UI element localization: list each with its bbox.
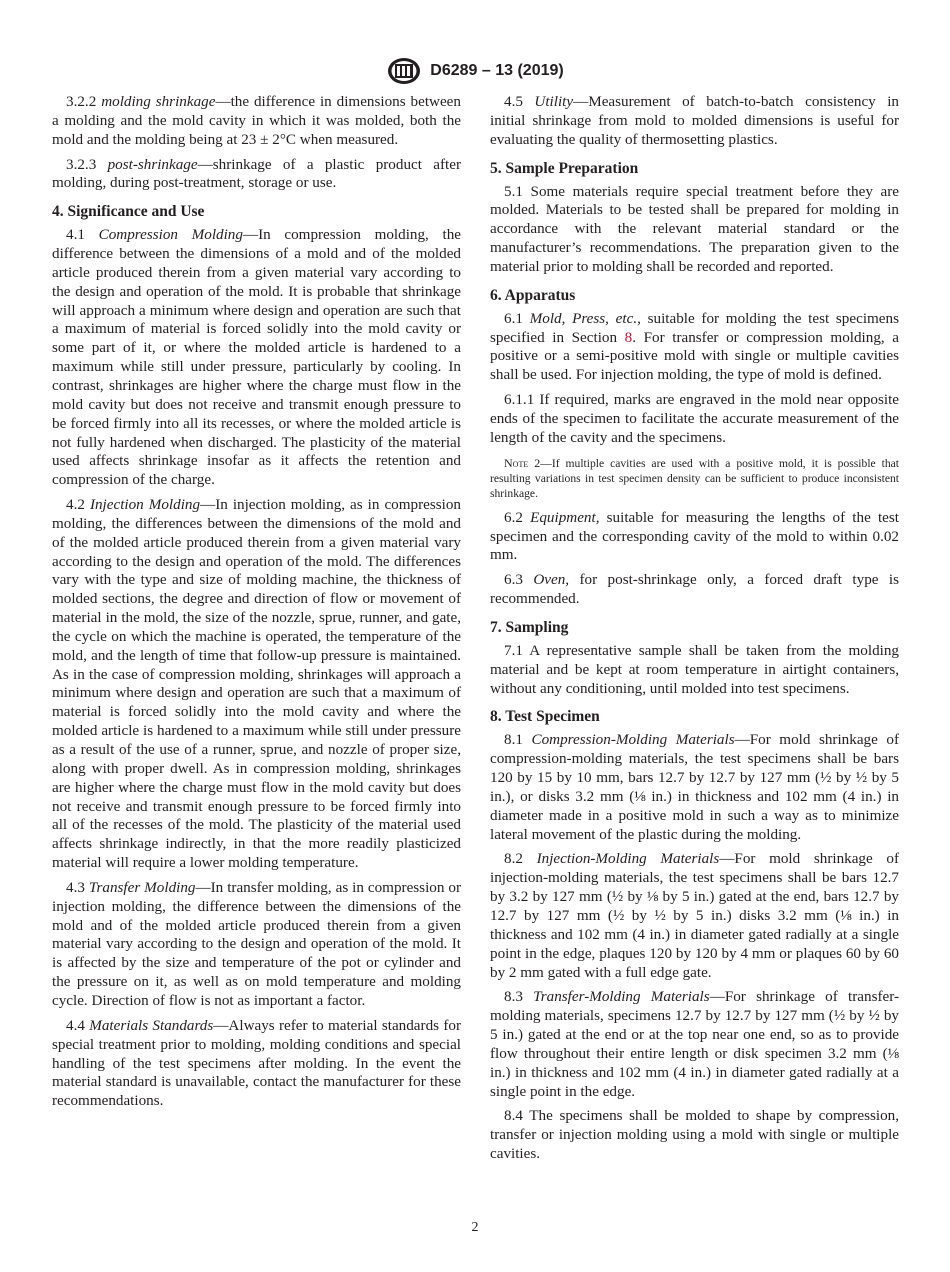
section-heading-5: 5. Sample Preparation (490, 159, 639, 177)
paragraph-8-3: 8.3 Transfer-Molding Materials—For shrinkage of transfer-molding materials, specimens 12.7 by 12.7 by 127 mm (½ by ½ by 5 in.) gated at the end or at the top near one end, so as to provide flow throughout their entire length or disk specimen 3.2 mm (⅛ in.) in thickness and 102 mm (4 in.) in diameter gated radially at a single point in the edge. (490, 988, 899, 1100)
paragraph-4-3: 4.3 Transfer Molding—In transfer molding, as in compression or injection molding, the difference between the dimensions of the mold and of the molded article produced therein from a given material vary according to the design and operation of the mold. It is affected by the size and temperature of the pot or cylinder and the pressure on it, as well as on mold temperature and molding cycle. Direction of flow is not as important a factor. (52, 878, 461, 1009)
section-8-link[interactable]: 8 (624, 328, 633, 346)
page-header (0, 56, 950, 86)
paragraph-3-2-3: 3.2.3 post-shrinkage—shrinkage of a plastic product after molding, during post-treatment, storage or use. (52, 155, 461, 192)
paragraph-3-2-2: 3.2.2 molding shrinkage—the difference in dimensions between a molding and the mold cavity in which it was molded, both the mold and the molding being at 23 ± 2°C when measured. (52, 93, 461, 148)
left-column (52, 93, 461, 1117)
paragraph-8-1: 8.1 Compression-Molding Materials—For mold shrinkage of compression-molding materials, the test specimens shall be bars 120 by 15 by 10 mm, bars 12.7 by 12.7 by 127 mm (½ by ½ by 5 in.), or disks 3.2 mm (⅛ in.) in thickness and 102 mm (4 in.) in diameter made in a positive mold in such a way as to minimize lateral movement of the plastic during the molding. (490, 731, 899, 843)
standard-designation: D6289 – 13 (2019) (430, 62, 564, 79)
right-column (490, 93, 899, 1170)
paragraph-6-3: 6.3 Oven, for post-shrinkage only, a forced draft type is recommended. (490, 571, 899, 608)
section-heading-6: 6. Apparatus (490, 286, 576, 304)
paragraph-8-4: 8.4 The specimens shall be molded to shape by compression, transfer or injection molding using a mold with single or multiple cavities. (490, 1107, 899, 1163)
paragraph-4-2: 4.2 Injection Molding—In injection molding, as in compression molding, the differences between the dimensions of the mold and of the molded article produced therein from a given material vary according to the design and operation of the mold. The differences vary with the type and size of molding machine, the thickness of molded sections, the degree and direction of flow or movement of material in the mold, the size of the nozzle, sprue, runner, and gate, the cycle on which the machine is operated, the temperature of the mold, and the length of time that follow-up pressure is maintained. As in the case of compression molding, shrinkages will approach a minimum where design and operation are such that a maximum of material is forced solidly into the mold cavity and where the molded article is hardened to a maximum while still under pressure as a result of the use of a runner, sprue, and nozzle of proper size, along with proper dwell. As in compression molding, shrinkages are higher where the charge must flow in the mold cavity but does not receive and transmit enough pressure to be forced firmly into all of the recesses of the mold. The plasticity of the material used affects shrinkage indirectly, in that the more readily plasticized material will require a lower molding temperature. (52, 496, 461, 872)
section-heading-7: 7. Sampling (490, 618, 569, 636)
paragraph-4-1: 4.1 Compression Molding—In compression molding, the difference between the dimensions of a mold and of the molded article produced therein from a given material vary according to the design and operation of the mold. It is probable that shrinkage will approach a minimum where design and operation are such that a maximum of material is forced solidly into the mold cavity or some part of it, or where the molded article is hardened to a maximum while still under pressure, particularly by cooling. In contrast, shrinkages are higher where the charge must flow in the mold cavity but does not receive and transmit enough pressure to be forced firmly into all its recesses, or where the molded article is not fully hardened when discharged. The plasticity of the material used affects shrinkage insofar as it affects the retention and compression of the charge. (52, 226, 461, 489)
paragraph-5-1: 5.1 Some materials require special treatment before they are molded. Materials to be tested shall be prepared for molding in accordance with the relevant material standard or the manufacturer’s recommendations. The preparation given to the material prior to molding shall be recorded and reported. (490, 182, 899, 275)
paragraph-7-1: 7.1 A representative sample shall be taken from the molding material and be kept at room temperature in airtight containers, without any conditioning, until molded into test specimens. (490, 641, 899, 697)
astm-logo-icon (386, 56, 422, 86)
section-heading-8: 8. Test Specimen (490, 708, 600, 726)
paragraph-4-4: 4.4 Materials Standards—Always refer to material standards for special treatment prior to molding, molding conditions and special handling of the test specimens after molding. In the event the material standard is unavailable, contact the manufacturer for these recommendations. (52, 1016, 461, 1110)
paragraph-6-1-1: 6.1.1 If required, marks are engraved in the mold near opposite ends of the specimen to facilitate the accurate measurement of the length of the cavity and the specimens. (490, 391, 899, 446)
section-heading-4: 4. Significance and Use (52, 203, 205, 221)
page-number: 2 (471, 1220, 479, 1235)
note-2: Note 2—If multiple cavities are used with a positive mold, it is possible that resulting variations in test specimen density can be sufficient to produce inconsistent shrinkage. (490, 455, 899, 500)
paragraph-6-2: 6.2 Equipment, suitable for measuring the lengths of the test specimen and the corresponding cavity of the mold to within 0.02 mm. (490, 508, 899, 564)
paragraph-6-1: 6.1 Mold, Press, etc., suitable for molding the test specimens specified in Section 8. For transfer or compression molding, a positive or a semi-positive mold with single or multiple cavities shall be used. For injection molding, the type of mold is defined. (490, 309, 899, 384)
paragraph-8-2: 8.2 Injection-Molding Materials—For mold shrinkage of injection-molding materials, the test specimens shall be bars 12.7 by 3.2 by 127 mm (½ by ⅛ by 5 in.) gated at the end, bars 12.7 by 12.7 by 127 mm (½ by ½ by 5 in.) disks 3.2 mm (⅛ in.) in thickness and 102 mm (4 in.) in diameter gated radially at a single point in the edge, plaques 120 by 120 by 4 mm or plaques 60 by 60 by 2 mm gated with a full edge gate. (490, 850, 899, 981)
paragraph-4-5: 4.5 Utility—Measurement of batch-to-batch consistency in initial shrinkage from mold to molded dimensions is useful for evaluating the quality of thermosetting plastics. (490, 93, 899, 148)
